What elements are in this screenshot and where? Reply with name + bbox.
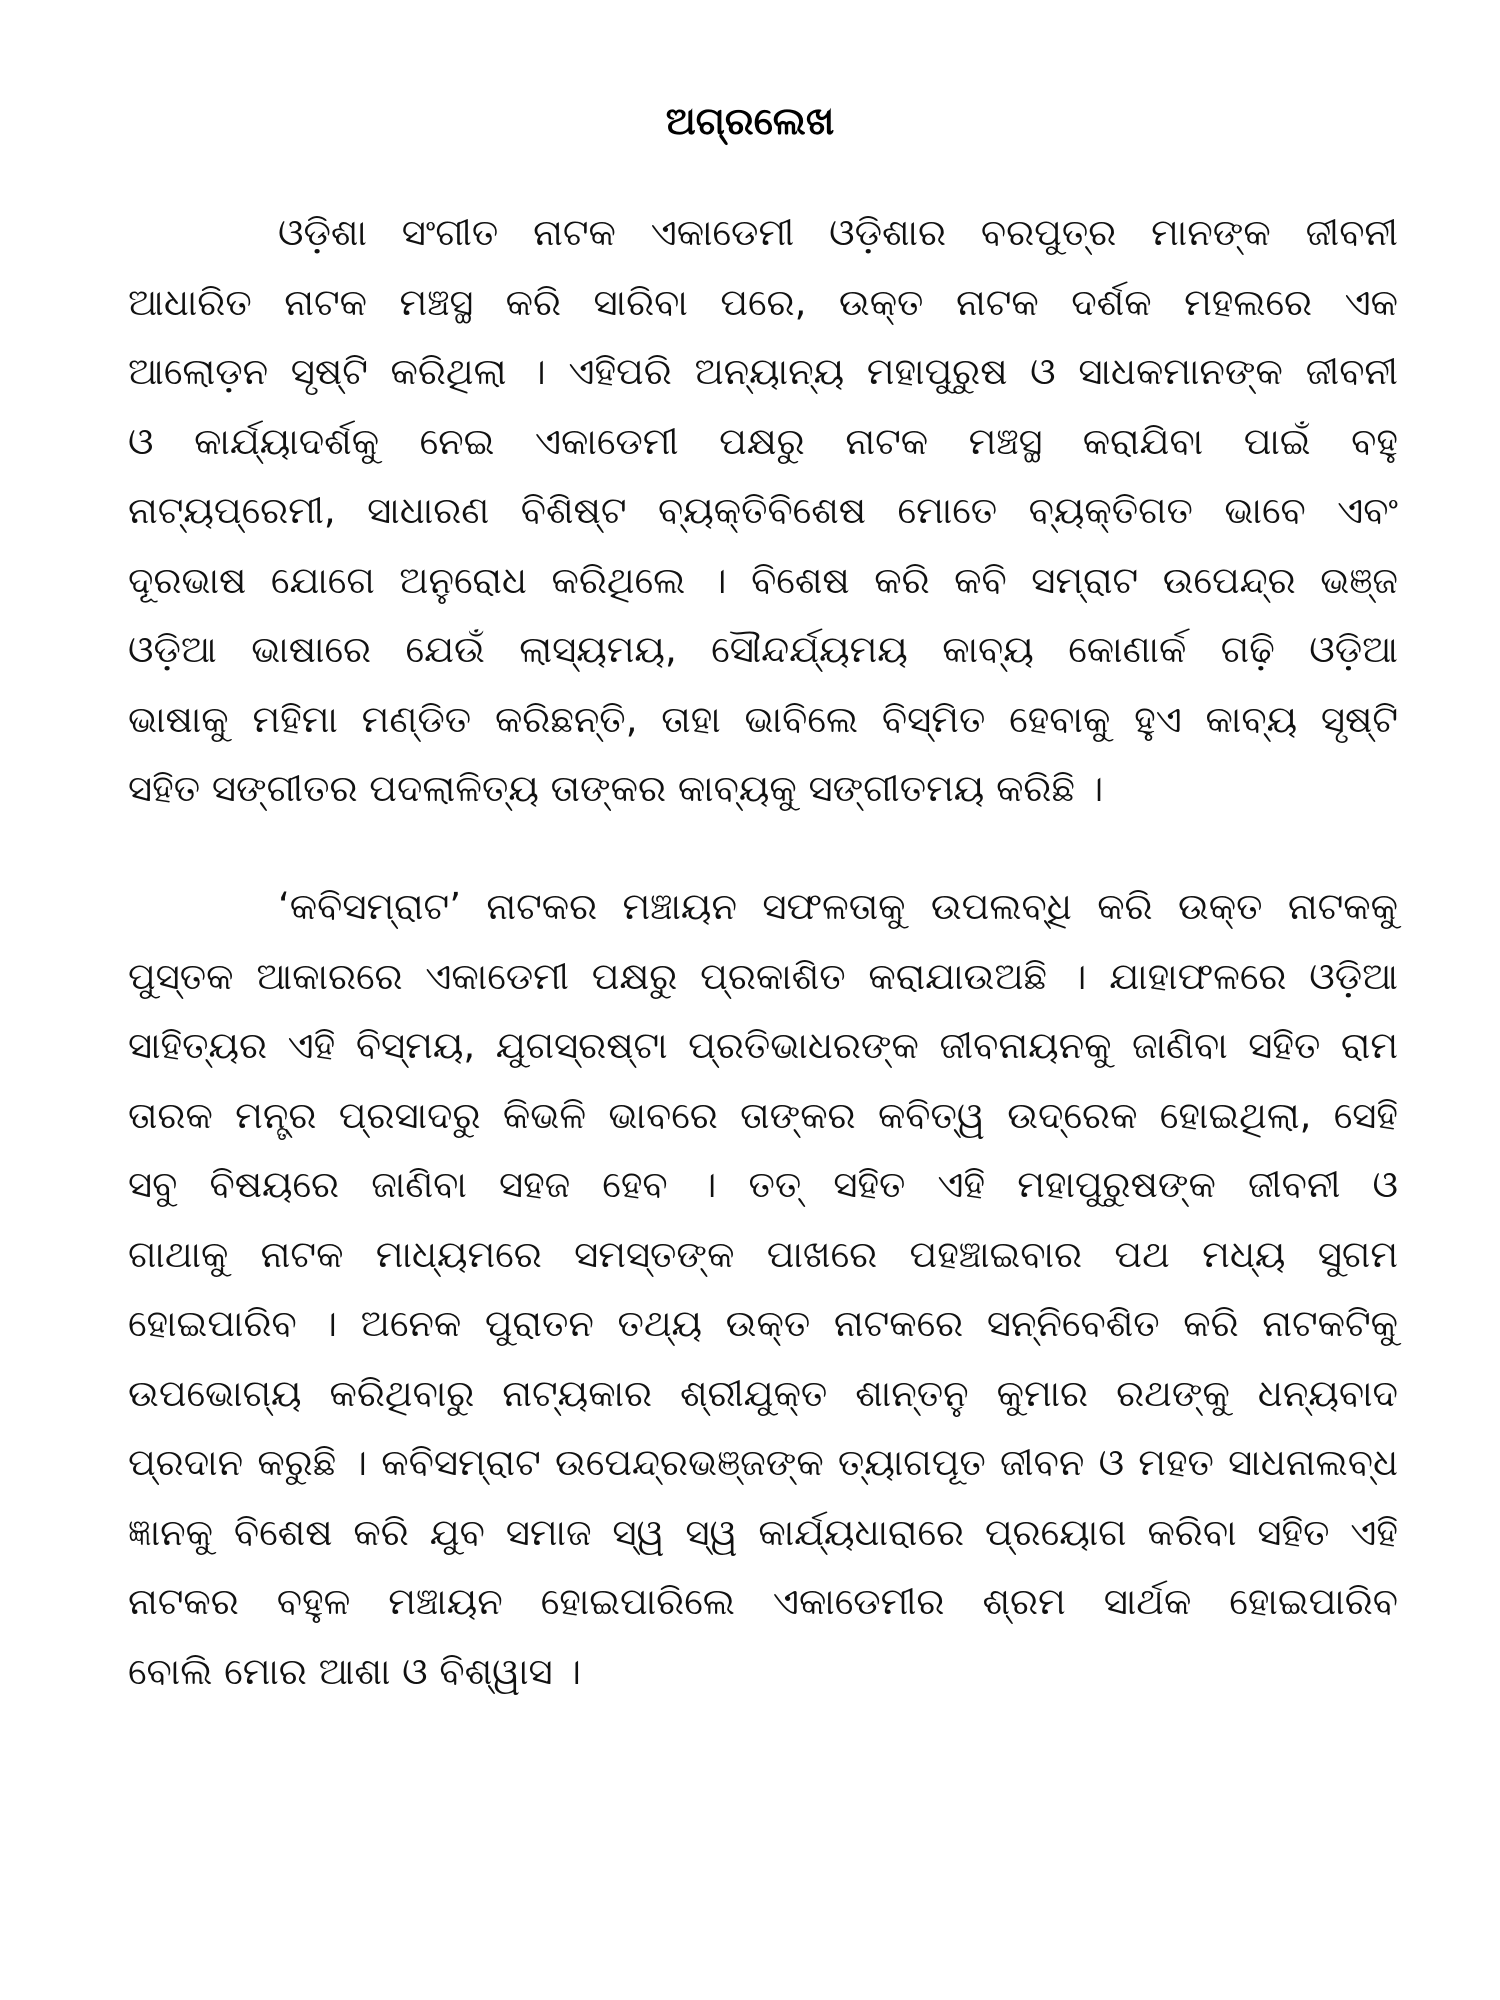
paragraph-line: ନାଟକର ବହୁଳ ମଞ୍ଚାୟନ ହୋଇପାରିଲେ ଏକାଡେମୀର ଶ୍ରମ ସାର୍ଥକ ହୋଇପାରିବ	[128, 1580, 1398, 1623]
page-title: ଅଗ୍ରଲେଖ	[665, 99, 835, 144]
paragraph-line: ପୁସ୍ତକ ଆକାରରେ ଏକାଡେମୀ ପକ୍ଷରୁ ପ୍ରକାଶିତ କରାଯାଉଅଛି । ଯାହାଫଳରେ ଓଡ଼ିଆ	[128, 954, 1398, 998]
paragraph-line: ହୋଇପାରିବ । ଅନେକ ପୁରାତନ ତଥ୍ୟ ଉକ୍ତ ନାଟକରେ ସନ୍ନିବେଶିତ କରି ନାଟକଟିକୁ	[128, 1302, 1398, 1345]
paragraph-line: ପ୍ରଦାନ କରୁଛି । କବିସମ୍ରାଟ ଉପେନ୍ଦ୍ରଭଞ୍ଜଙ୍କ ତ୍ୟାଗପୂତ ଜୀବନ ଓ ମହତ ସାଧନାଲବ୍ଧ	[128, 1441, 1398, 1484]
paragraph-line: ଓ କାର୍ଯ୍ୟାଦର୍ଶକୁ ନେଇ ଏକାଡେମୀ ପକ୍ଷରୁ ନାଟକ ମଞ୍ଚସ୍ଥ କରାଯିବା ପାଇଁ ବହୁ	[128, 419, 1398, 463]
paragraph-line: ଓଡ଼ିଆ ଭାଷାରେ ଯେଉଁ ଲାସ୍ୟମୟ, ସୌନ୍ଦର୍ଯ୍ୟମୟ କାବ୍ୟ କୋଣାର୍କ ଗଢ଼ି ଓଡ଼ିଆ	[128, 628, 1398, 671]
paragraph-line: ଓଡ଼ିଶା ସଂଗୀତ ନାଟକ ଏକାଡେମୀ ଓଡ଼ିଶାର ବରପୁତ୍ର ମାନଙ୍କ ଜୀବନୀ	[278, 211, 1398, 254]
paragraph-1	[128, 198, 1398, 824]
paragraph-line: ଦୂରଭାଷ ଯୋଗେ ଅନୁରୋଧ କରିଥିଲେ । ବିଶେଷ କରି କବି ସମ୍ରାଟ ଉପେନ୍ଦ୍ର ଭଞ୍ଜ	[128, 558, 1398, 602]
paragraph-line: ସହିତ ସଙ୍ଗୀତର ପଦଲାଳିତ୍ୟ ତାଙ୍କର କାବ୍ୟକୁ ସଙ୍ଗୀତମୟ କରିଛି ।	[128, 767, 1104, 810]
paragraph-line: ବୋଲି ମୋର ଆଶା ଓ ବିଶ୍ୱାସ ।	[128, 1649, 582, 1693]
paragraph-line: ଆଧାରିତ ନାଟକ ମଞ୍ଚସ୍ଥ କରି ସାରିବା ପରେ, ଉକ୍ତ ନାଟକ ଦର୍ଶକ ମହଲରେ ଏକ	[128, 280, 1398, 324]
paragraph-line: ଭାଷାକୁ ମହିମା ମଣ୍ଡିତ କରିଛନ୍ତି, ତାହା ଭାବିଲେ ବିସ୍ମିତ ହେବାକୁ ହୁଏ କାବ୍ୟ ସୃଷ୍ଟି	[128, 697, 1398, 741]
paragraph-line: ତାରକ ମନ୍ତ୍ର ପ୍ରସାଦରୁ କିଭଳି ଭାବରେ ତାଙ୍କର କବିତ୍ୱ ଉଦ୍ରେକ ହୋଇଥିଲା, ସେହି	[128, 1093, 1398, 1137]
paragraph-line: ଜ୍ଞାନକୁ ବିଶେଷ କରି ଯୁବ ସମାଜ ସ୍ୱ ସ୍ୱ କାର୍ଯ୍ୟଧାରାରେ ପ୍ରୟୋଗ କରିବା ସହିତ ଏହି	[128, 1510, 1398, 1554]
paragraph-line: ଉପଭୋଗ୍ୟ କରିଥିବାରୁ ନାଟ୍ୟକାର ଶ୍ରୀଯୁକ୍ତ ଶାନ୍ତନୁ କୁମାର ରଥଙ୍କୁ ଧନ୍ୟବାଦ	[128, 1371, 1398, 1415]
paragraph-2	[128, 872, 1398, 1706]
paragraph-line: ସବୁ ବିଷୟରେ ଜାଣିବା ସହଜ ହେବ । ତତ୍ ସହିତ ଏହି ମହାପୁରୁଷଙ୍କ ଜୀବନୀ ଓ	[128, 1163, 1398, 1206]
paragraph-line: ସାହିତ୍ୟର ଏହି ବିସ୍ମୟ, ଯୁଗସ୍ରଷ୍ଟା ପ୍ରତିଭାଧରଙ୍କ ଜୀବନାୟନକୁ ଜାଣିବା ସହିତ ରାମ	[128, 1024, 1398, 1067]
paragraph-line: ନାଟ୍ୟପ୍ରେମୀ, ସାଧାରଣ ବିଶିଷ୍ଟ ବ୍ୟକ୍ତିବିଶେଷ ମୋତେ ବ୍ୟକ୍ତିଗତ ଭାବେ ଏବଂ	[128, 489, 1398, 532]
paragraph-line: ଗାଥାକୁ ନାଟକ ମାଧ୍ୟମରେ ସମସ୍ତଙ୍କ ପାଖରେ ପହଞ୍ଚାଇବାର ପଥ ମଧ୍ୟ ସୁଗମ	[128, 1232, 1398, 1276]
paragraph-line: ଆଲୋଡ଼ନ ସୃଷ୍ଟି କରିଥିଲା । ଏହିପରି ଅନ୍ୟାନ୍ୟ ମହାପୁରୁଷ ଓ ସାଧକମାନଙ୍କ ଜୀବନୀ	[128, 350, 1398, 393]
paragraph-line: ‘କବିସମ୍ରାଟ’ ନାଟକର ମଞ୍ଚାୟନ ସଫଳତାକୁ ଉପଲବ୍ଧି କରି ଉକ୍ତ ନାଟକକୁ	[278, 885, 1398, 928]
